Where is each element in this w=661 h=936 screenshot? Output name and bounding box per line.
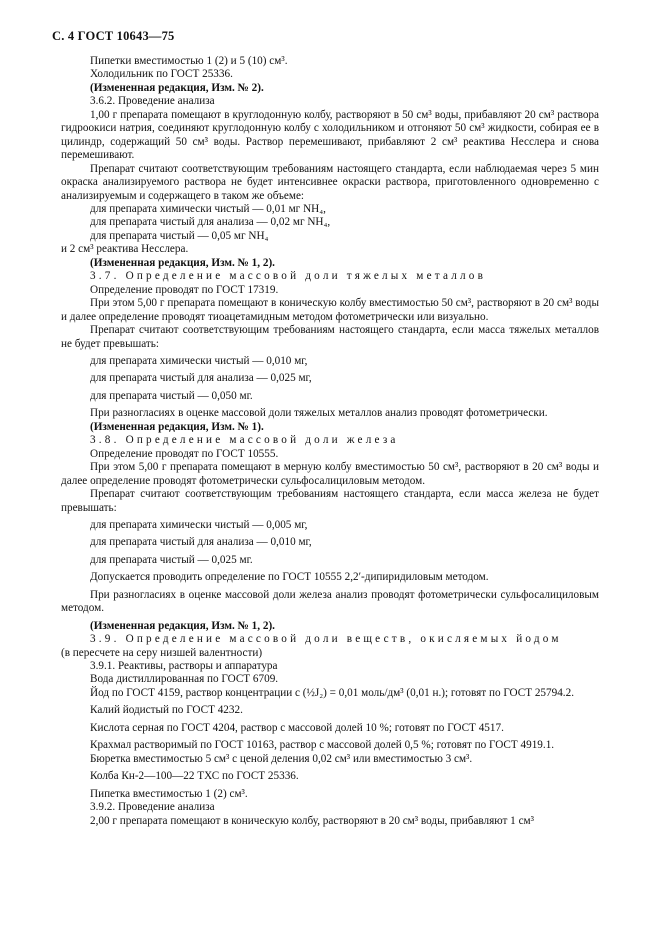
text-line: 3.9.1. Реактивы, растворы и аппаратура xyxy=(90,660,278,673)
text-line: Калий йодистый по ГОСТ 4232. xyxy=(90,704,243,717)
text-line: для препарата химически чистый — 0,01 мг NH₄, xyxy=(90,202,326,215)
text-line: Препарат считают соответствующим требованиям настоящего стандарта, если масса железа не будет превышать: xyxy=(61,488,599,514)
text-line: (Измененная редакция, Изм. № 1). xyxy=(90,420,264,433)
text-line: для препарата чистый для анализа — 0,010 мг, xyxy=(90,536,312,549)
text-line: Бюретка вместимостью 5 см³ с ценой деления 0,02 см³ или вместимостью 3 см³. xyxy=(90,752,473,765)
text-line: Определение проводят по ГОСТ 10555. xyxy=(90,447,279,460)
text-line: 3.9. Определение массовой доли веществ, окисляемых йодом xyxy=(90,633,562,646)
text-line: При этом 5,00 г препарата помещают в коническую колбу вместимостью 50 см³, растворяют в 20 см³ воды и далее определение проводят тиоацетамидным методом фотометрически или визуально. xyxy=(61,297,599,323)
text-line: Пипетка вместимостью 1 (2) см³. xyxy=(90,787,248,800)
text-line: для препарата химически чистый — 0,005 мг, xyxy=(90,518,308,531)
text-line: для препарата чистый для анализа — 0,02 мг NH₄, xyxy=(90,216,331,229)
text-line: для препарата чистый — 0,025 мг. xyxy=(90,553,253,566)
text-line: и 2 см³ реактива Несслера. xyxy=(61,243,189,256)
text-line: для препарата чистый для анализа — 0,025 мг, xyxy=(90,372,312,385)
text-line: Допускается проводить определение по ГОСТ 10555 2,2′-дипиридиловым методом. xyxy=(90,571,489,584)
text-line: 1,00 г препарата помещают в круглодонную колбу, растворяют в 50 см³ воды, прибавляют 20 см³ раствора гидроокиси натрия, соединяют круглодонную колбу с холодильником и отгоняют 50 см³ жидкости, собирая ее в цилиндр, содержащий 50 см³ воды. Раствор перемешивают, прибавляют 2 см³ реактива Несслера и снова перемешивают. xyxy=(61,108,599,162)
text-line: 2,00 г препарата помещают в коническую колбу, растворяют в 20 см³ воды, прибавляют 1 см³ xyxy=(90,814,534,827)
text-line: для препарата чистый — 0,05 мг NH₄ xyxy=(90,229,269,242)
text-line: Пипетки вместимостью 1 (2) и 5 (10) см³. xyxy=(90,55,288,67)
text-line: При этом 5,00 г препарата помещают в мерную колбу вместимостью 50 см³, растворяют в 20 см³ воды и далее определение проводят фотометрически сульфосалициловым методом. xyxy=(61,461,599,487)
text-line: 3.8. Определение массовой доли железа xyxy=(90,434,399,447)
text-line: Колба Кн-2—100—22 ТХС по ГОСТ 25336. xyxy=(90,770,299,783)
text-line: (Измененная редакция, Изм. № 1, 2). xyxy=(90,619,275,632)
text-line: Крахмал растворимый по ГОСТ 10163, раствор с массовой долей 0,5 %; готовят по ГОСТ 4919.1. xyxy=(90,739,555,752)
text-line: При разногласиях в оценке массовой доли железа анализ проводят фотометрически сульфосалициловым методом. xyxy=(61,588,599,615)
text-line: для препарата химически чистый — 0,010 мг, xyxy=(90,354,308,367)
page-body xyxy=(61,55,599,828)
text-line: для препарата чистый — 0,050 мг. xyxy=(90,389,253,402)
text-line: (в пересчете на серу низшей валентности) xyxy=(61,646,263,659)
text-line: Холодильник по ГОСТ 25336. xyxy=(90,68,233,81)
text-line: 3.9.2. Проведение анализа xyxy=(90,801,215,814)
text-line: При разногласиях в оценке массовой доли тяжелых металлов анализ проводят фотометрически. xyxy=(90,407,548,420)
text-line: (Измененная редакция, Изм. № 2). xyxy=(90,81,264,94)
text-line: Йод по ГОСТ 4159, раствор концентрации с (½J₂) = 0,01 моль/дм³ (0,01 н.); готовят по ГОСТ 25794.2. xyxy=(90,686,574,699)
text-line: Определение проводят по ГОСТ 17319. xyxy=(90,283,279,296)
text-line: (Измененная редакция, Изм. № 1, 2). xyxy=(90,256,275,269)
text-line: Препарат считают соответствующим требованиям настоящего стандарта, если наблюдаемая через 5 мин окраска анализируемого раствора не будет интенсивнее окраски раствора, приготовленного одновременно с анализируемым и содержащего в таком же объеме: xyxy=(61,162,599,202)
text-line: Препарат считают соответствующим требованиям настоящего стандарта, если масса тяжелых металлов не будет превышать: xyxy=(61,324,599,350)
text-line: Кислота серная по ГОСТ 4204, раствор с массовой долей 10 %; готовят по ГОСТ 4517. xyxy=(90,721,504,734)
page-header: С. 4 ГОСТ 10643—75 xyxy=(52,29,175,43)
text-line: 3.6.2. Проведение анализа xyxy=(90,95,215,108)
text-line: 3.7. Определение массовой доли тяжелых металлов xyxy=(90,270,487,283)
text-line: Вода дистиллированная по ГОСТ 6709. xyxy=(90,673,279,686)
